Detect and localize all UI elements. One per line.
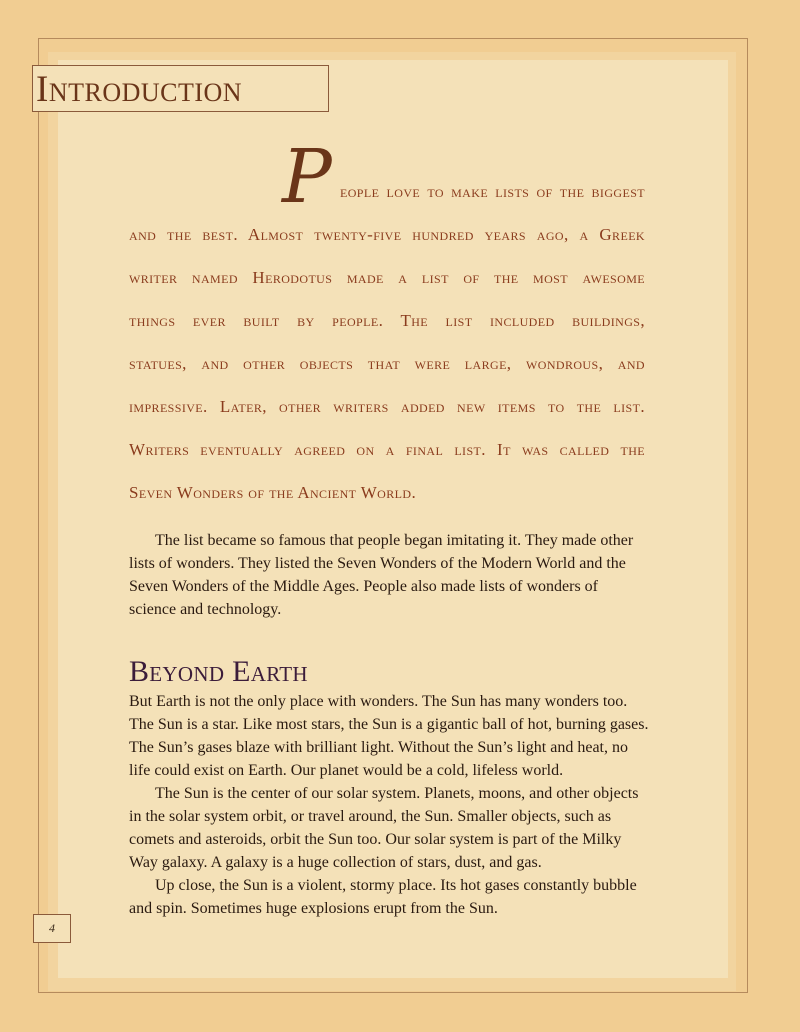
section-paragraph-3: Up close, the Sun is a violent, stormy place. Its hot gases constantly bubble and spin. Sometimes huge explosions erupt from the Sun. [129, 877, 637, 917]
section-body [129, 690, 649, 920]
paragraph-intro-continued [129, 529, 649, 621]
intro-line-8: Seven Wonders of the Ancient World. [129, 483, 417, 502]
intro-line-2: and the best. Almost twenty-five hundred years ago, a Greek [129, 225, 645, 244]
intro-line-3: writer named Herodotus made a list of the most awesome [129, 268, 645, 287]
page-number: 4 [49, 921, 55, 935]
section-paragraph-2: The Sun is the center of our solar system. Planets, moons, and other objects in the solar system orbit, or travel around, the Sun. Smaller objects, such as comets and asteroids, orbit the Sun too. Our solar system is part of the Milky Way galaxy. A galaxy is a huge collection of stars, dust, and gas. [129, 785, 639, 871]
section-paragraph-1: But Earth is not the only place with wonders. The Sun has many wonders too. The Sun is a star. Like most stars, the Sun is a gigantic ball of hot, burning gases. The Sun’s gases blaze with brilliant light. Without the Sun’s light and heat, no life could exist on Earth. Our planet would be a cold, lifeless world. [129, 693, 649, 779]
section-heading: Beyond Earth [129, 655, 308, 688]
intro-line-6: impressive. Later, other writers added new items to the list. [129, 397, 645, 416]
intro-line-7: Writers eventually agreed on a final list. It was called the [129, 440, 645, 459]
intro-line-4: things ever built by people. The list included buildings, [129, 311, 645, 330]
page-title: Introduction [36, 69, 243, 110]
paragraph-1: The list became so famous that people began imitating it. They made other lists of wonders. They listed the Seven Wonders of the Modern World and the Seven Wonders of the Middle Ages. People also made lists of wonders of science and technology. [129, 532, 634, 618]
intro-line-1: eople love to make lists of the biggest [340, 182, 645, 201]
drop-cap: P [282, 134, 332, 220]
intro-line-5: statues, and other objects that were large, wondrous, and [129, 354, 645, 373]
